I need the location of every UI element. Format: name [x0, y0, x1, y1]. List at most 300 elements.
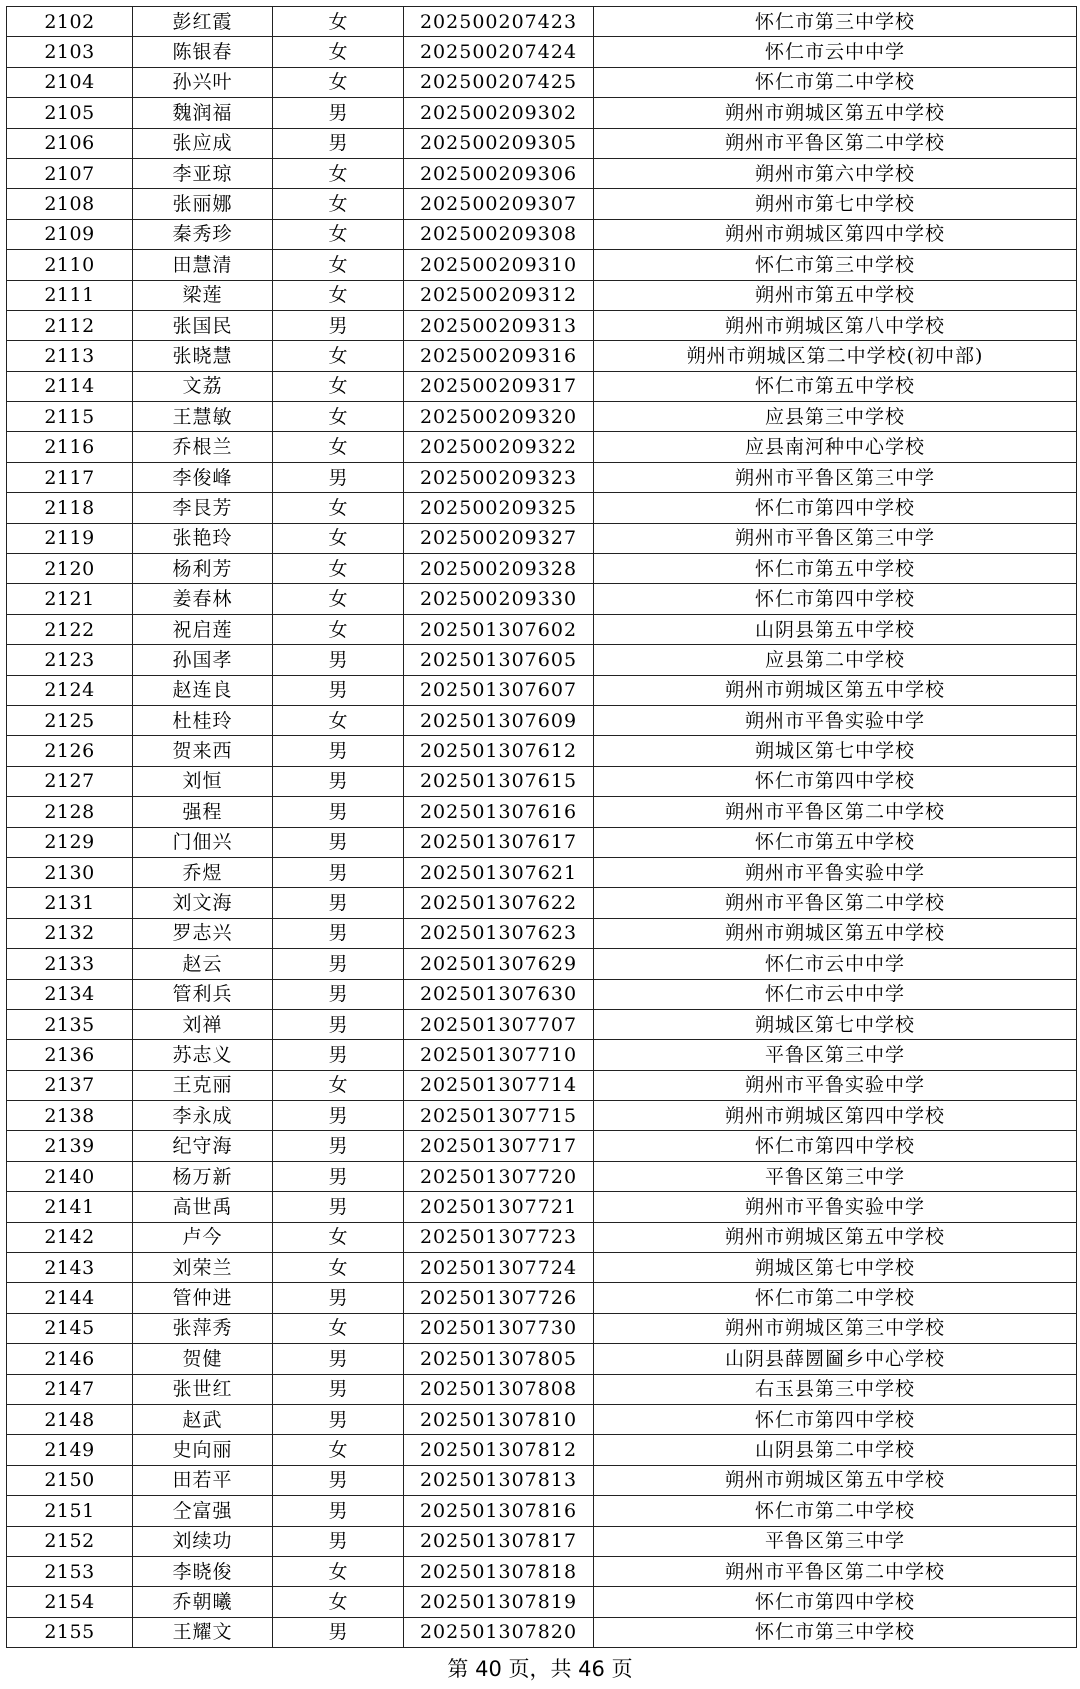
school-name-cell: 山阴县第五中学校: [594, 614, 1077, 644]
row-number-cell: 2148: [7, 1404, 133, 1434]
person-name-cell: 强程: [133, 797, 273, 827]
person-name-cell: 罗志兴: [133, 918, 273, 948]
gender-cell: 男: [273, 827, 404, 857]
person-name-cell: 田慧清: [133, 250, 273, 280]
table-row: [7, 766, 1077, 796]
gender-cell: 男: [273, 949, 404, 979]
gender-cell: 男: [273, 1131, 404, 1161]
exam-id-cell: 202500209305: [404, 128, 594, 158]
row-number-cell: 2119: [7, 523, 133, 553]
school-name-cell: 朔州市平鲁区第二中学校: [594, 1556, 1077, 1586]
page-number-text: 第 40 页，共 46 页: [447, 1657, 633, 1681]
row-number-cell: 2120: [7, 554, 133, 584]
school-name-cell: 朔州市平鲁实验中学: [594, 705, 1077, 735]
table-row: [7, 1374, 1077, 1404]
gender-cell: 女: [273, 371, 404, 401]
school-name-cell: 朔州市平鲁实验中学: [594, 1070, 1077, 1100]
exam-id-cell: 202500209317: [404, 371, 594, 401]
table-row: [7, 1009, 1077, 1039]
row-number-cell: 2125: [7, 705, 133, 735]
gender-cell: 女: [273, 280, 404, 310]
table-row: [7, 462, 1077, 492]
person-name-cell: 高世禹: [133, 1192, 273, 1222]
page-footer: [0, 1653, 1080, 1683]
exam-id-cell: 202501307623: [404, 918, 594, 948]
gender-cell: 男: [273, 918, 404, 948]
exam-id-cell: 202501307721: [404, 1192, 594, 1222]
school-name-cell: 怀仁市云中中学: [594, 979, 1077, 1009]
gender-cell: 男: [273, 1192, 404, 1222]
exam-id-cell: 202500209328: [404, 554, 594, 584]
exam-id-cell: 202501307617: [404, 827, 594, 857]
exam-id-cell: 202501307805: [404, 1344, 594, 1374]
gender-cell: 男: [273, 128, 404, 158]
person-name-cell: 陈银春: [133, 37, 273, 67]
person-name-cell: 李亚琼: [133, 158, 273, 188]
exam-id-cell: 202500209313: [404, 310, 594, 340]
row-number-cell: 2104: [7, 67, 133, 97]
exam-id-cell: 202500209325: [404, 493, 594, 523]
exam-id-cell: 202500209330: [404, 584, 594, 614]
gender-cell: 男: [273, 1404, 404, 1434]
gender-cell: 女: [273, 1253, 404, 1283]
person-name-cell: 王慧敏: [133, 402, 273, 432]
person-name-cell: 仝富强: [133, 1496, 273, 1526]
exam-id-cell: 202500209308: [404, 219, 594, 249]
exam-id-cell: 202501307717: [404, 1131, 594, 1161]
person-name-cell: 刘荣兰: [133, 1253, 273, 1283]
row-number-cell: 2138: [7, 1101, 133, 1131]
table-row: [7, 1253, 1077, 1283]
school-name-cell: 右玉县第三中学校: [594, 1374, 1077, 1404]
person-name-cell: 乔根兰: [133, 432, 273, 462]
school-name-cell: 朔城区第七中学校: [594, 1009, 1077, 1039]
school-name-cell: 怀仁市第四中学校: [594, 493, 1077, 523]
person-name-cell: 张世红: [133, 1374, 273, 1404]
results-table-container: [6, 6, 1077, 1648]
person-name-cell: 刘文海: [133, 888, 273, 918]
person-name-cell: 纪守海: [133, 1131, 273, 1161]
row-number-cell: 2136: [7, 1040, 133, 1070]
row-number-cell: 2139: [7, 1131, 133, 1161]
school-name-cell: 朔州市平鲁实验中学: [594, 857, 1077, 887]
school-name-cell: 怀仁市第四中学校: [594, 766, 1077, 796]
school-name-cell: 应县南河种中心学校: [594, 432, 1077, 462]
table-row: [7, 371, 1077, 401]
table-row: [7, 1222, 1077, 1252]
table-row: [7, 432, 1077, 462]
school-name-cell: 怀仁市第二中学校: [594, 1283, 1077, 1313]
exam-id-cell: 202500207425: [404, 67, 594, 97]
person-name-cell: 乔朝曦: [133, 1587, 273, 1617]
exam-id-cell: 202501307710: [404, 1040, 594, 1070]
exam-id-cell: 202501307818: [404, 1556, 594, 1586]
table-row: [7, 219, 1077, 249]
exam-id-cell: 202501307808: [404, 1374, 594, 1404]
table-row: [7, 1344, 1077, 1374]
table-row: [7, 128, 1077, 158]
person-name-cell: 李艮芳: [133, 493, 273, 523]
row-number-cell: 2150: [7, 1465, 133, 1495]
gender-cell: 男: [273, 645, 404, 675]
person-name-cell: 李晓俊: [133, 1556, 273, 1586]
results-table: [6, 6, 1077, 1648]
exam-id-cell: 202501307724: [404, 1253, 594, 1283]
person-name-cell: 孙兴叶: [133, 67, 273, 97]
school-name-cell: 怀仁市第五中学校: [594, 827, 1077, 857]
school-name-cell: 怀仁市第五中学校: [594, 371, 1077, 401]
person-name-cell: 王克丽: [133, 1070, 273, 1100]
gender-cell: 男: [273, 1009, 404, 1039]
person-name-cell: 秦秀珍: [133, 219, 273, 249]
school-name-cell: 朔州市朔城区第四中学校: [594, 219, 1077, 249]
row-number-cell: 2117: [7, 462, 133, 492]
person-name-cell: 史向丽: [133, 1435, 273, 1465]
person-name-cell: 赵武: [133, 1404, 273, 1434]
row-number-cell: 2126: [7, 736, 133, 766]
school-name-cell: 朔州市朔城区第五中学校: [594, 1465, 1077, 1495]
gender-cell: 男: [273, 797, 404, 827]
school-name-cell: 怀仁市第三中学校: [594, 7, 1077, 37]
row-number-cell: 2154: [7, 1587, 133, 1617]
gender-cell: 男: [273, 736, 404, 766]
school-name-cell: 朔州市朔城区第五中学校: [594, 98, 1077, 128]
table-row: [7, 918, 1077, 948]
gender-cell: 女: [273, 1070, 404, 1100]
row-number-cell: 2149: [7, 1435, 133, 1465]
gender-cell: 女: [273, 614, 404, 644]
table-row: [7, 1496, 1077, 1526]
row-number-cell: 2112: [7, 310, 133, 340]
exam-id-cell: 202500209307: [404, 189, 594, 219]
school-name-cell: 怀仁市第四中学校: [594, 1587, 1077, 1617]
gender-cell: 女: [273, 158, 404, 188]
exam-id-cell: 202500209302: [404, 98, 594, 128]
row-number-cell: 2153: [7, 1556, 133, 1586]
exam-id-cell: 202501307726: [404, 1283, 594, 1313]
row-number-cell: 2121: [7, 584, 133, 614]
school-name-cell: 平鲁区第三中学: [594, 1526, 1077, 1556]
table-row: [7, 1435, 1077, 1465]
exam-id-cell: 202500209327: [404, 523, 594, 553]
school-name-cell: 平鲁区第三中学: [594, 1161, 1077, 1191]
table-row: [7, 827, 1077, 857]
exam-id-cell: 202501307602: [404, 614, 594, 644]
person-name-cell: 张艳玲: [133, 523, 273, 553]
gender-cell: 男: [273, 888, 404, 918]
table-row: [7, 1070, 1077, 1100]
school-name-cell: 怀仁市第二中学校: [594, 67, 1077, 97]
exam-id-cell: 202501307615: [404, 766, 594, 796]
gender-cell: 男: [273, 857, 404, 887]
exam-id-cell: 202501307819: [404, 1587, 594, 1617]
person-name-cell: 魏润福: [133, 98, 273, 128]
person-name-cell: 管利兵: [133, 979, 273, 1009]
table-row: [7, 949, 1077, 979]
school-name-cell: 朔州市朔城区第四中学校: [594, 1101, 1077, 1131]
exam-id-cell: 202501307612: [404, 736, 594, 766]
school-name-cell: 朔州市朔城区第五中学校: [594, 1222, 1077, 1252]
school-name-cell: 朔州市第七中学校: [594, 189, 1077, 219]
person-name-cell: 彭红霞: [133, 7, 273, 37]
table-row: [7, 1192, 1077, 1222]
table-row: [7, 1131, 1077, 1161]
person-name-cell: 管仲进: [133, 1283, 273, 1313]
table-row: [7, 675, 1077, 705]
gender-cell: 男: [273, 1496, 404, 1526]
person-name-cell: 张国民: [133, 310, 273, 340]
table-row: [7, 67, 1077, 97]
person-name-cell: 孙国孝: [133, 645, 273, 675]
table-row: [7, 584, 1077, 614]
exam-id-cell: 202500207423: [404, 7, 594, 37]
exam-id-cell: 202501307707: [404, 1009, 594, 1039]
table-row: [7, 341, 1077, 371]
gender-cell: 男: [273, 1526, 404, 1556]
table-row: [7, 37, 1077, 67]
exam-id-cell: 202500209316: [404, 341, 594, 371]
row-number-cell: 2102: [7, 7, 133, 37]
row-number-cell: 2115: [7, 402, 133, 432]
row-number-cell: 2134: [7, 979, 133, 1009]
row-number-cell: 2143: [7, 1253, 133, 1283]
exam-id-cell: 202501307816: [404, 1496, 594, 1526]
table-row: [7, 1313, 1077, 1343]
school-name-cell: 怀仁市第二中学校: [594, 1496, 1077, 1526]
gender-cell: 男: [273, 462, 404, 492]
row-number-cell: 2142: [7, 1222, 133, 1252]
gender-cell: 女: [273, 1556, 404, 1586]
row-number-cell: 2128: [7, 797, 133, 827]
person-name-cell: 祝启莲: [133, 614, 273, 644]
table-row: [7, 797, 1077, 827]
gender-cell: 女: [273, 554, 404, 584]
person-name-cell: 卢今: [133, 1222, 273, 1252]
table-row: [7, 7, 1077, 37]
exam-id-cell: 202500209323: [404, 462, 594, 492]
school-name-cell: 怀仁市第三中学校: [594, 250, 1077, 280]
school-name-cell: 朔州市平鲁区第二中学校: [594, 797, 1077, 827]
table-row: [7, 280, 1077, 310]
exam-id-cell: 202501307817: [404, 1526, 594, 1556]
exam-id-cell: 202500209312: [404, 280, 594, 310]
school-name-cell: 怀仁市第四中学校: [594, 1404, 1077, 1434]
gender-cell: 男: [273, 766, 404, 796]
gender-cell: 女: [273, 1435, 404, 1465]
person-name-cell: 杨利芳: [133, 554, 273, 584]
gender-cell: 男: [273, 979, 404, 1009]
school-name-cell: 朔州市平鲁区第三中学: [594, 523, 1077, 553]
table-row: [7, 1283, 1077, 1313]
row-number-cell: 2133: [7, 949, 133, 979]
table-row: [7, 98, 1077, 128]
school-name-cell: 山阴县薛圐圙乡中心学校: [594, 1344, 1077, 1374]
row-number-cell: 2131: [7, 888, 133, 918]
gender-cell: 女: [273, 219, 404, 249]
gender-cell: 男: [273, 1101, 404, 1131]
school-name-cell: 应县第二中学校: [594, 645, 1077, 675]
school-name-cell: 山阴县第二中学校: [594, 1435, 1077, 1465]
person-name-cell: 乔煜: [133, 857, 273, 887]
gender-cell: 男: [273, 1465, 404, 1495]
gender-cell: 男: [273, 1161, 404, 1191]
table-row: [7, 979, 1077, 1009]
table-row: [7, 1161, 1077, 1191]
row-number-cell: 2132: [7, 918, 133, 948]
school-name-cell: 朔州市朔城区第三中学校: [594, 1313, 1077, 1343]
gender-cell: 男: [273, 310, 404, 340]
table-row: [7, 736, 1077, 766]
table-row: [7, 1617, 1077, 1647]
school-name-cell: 平鲁区第三中学: [594, 1040, 1077, 1070]
person-name-cell: 姜春林: [133, 584, 273, 614]
person-name-cell: 贺来西: [133, 736, 273, 766]
school-name-cell: 朔州市平鲁区第二中学校: [594, 888, 1077, 918]
person-name-cell: 梁莲: [133, 280, 273, 310]
person-name-cell: 杜桂玲: [133, 705, 273, 735]
row-number-cell: 2105: [7, 98, 133, 128]
table-row: [7, 705, 1077, 735]
row-number-cell: 2116: [7, 432, 133, 462]
person-name-cell: 张萍秀: [133, 1313, 273, 1343]
person-name-cell: 刘恒: [133, 766, 273, 796]
school-name-cell: 怀仁市云中中学: [594, 37, 1077, 67]
gender-cell: 女: [273, 493, 404, 523]
school-name-cell: 朔州市朔城区第二中学校(初中部): [594, 341, 1077, 371]
exam-id-cell: 202501307629: [404, 949, 594, 979]
gender-cell: 女: [273, 402, 404, 432]
school-name-cell: 朔州市平鲁区第三中学: [594, 462, 1077, 492]
person-name-cell: 刘禅: [133, 1009, 273, 1039]
gender-cell: 女: [273, 250, 404, 280]
exam-id-cell: 202501307730: [404, 1313, 594, 1343]
school-name-cell: 应县第三中学校: [594, 402, 1077, 432]
row-number-cell: 2141: [7, 1192, 133, 1222]
exam-id-cell: 202501307813: [404, 1465, 594, 1495]
person-name-cell: 门佃兴: [133, 827, 273, 857]
table-row: [7, 554, 1077, 584]
exam-id-cell: 202501307812: [404, 1435, 594, 1465]
person-name-cell: 贺健: [133, 1344, 273, 1374]
table-row: [7, 523, 1077, 553]
row-number-cell: 2151: [7, 1496, 133, 1526]
school-name-cell: 朔州市平鲁区第二中学校: [594, 128, 1077, 158]
table-row: [7, 1526, 1077, 1556]
exam-id-cell: 202500209306: [404, 158, 594, 188]
person-name-cell: 张应成: [133, 128, 273, 158]
exam-id-cell: 202501307621: [404, 857, 594, 887]
school-name-cell: 朔州市朔城区第五中学校: [594, 675, 1077, 705]
row-number-cell: 2111: [7, 280, 133, 310]
gender-cell: 男: [273, 1374, 404, 1404]
person-name-cell: 田若平: [133, 1465, 273, 1495]
row-number-cell: 2103: [7, 37, 133, 67]
row-number-cell: 2135: [7, 1009, 133, 1039]
row-number-cell: 2144: [7, 1283, 133, 1313]
table-row: [7, 493, 1077, 523]
gender-cell: 女: [273, 67, 404, 97]
table-row: [7, 189, 1077, 219]
row-number-cell: 2114: [7, 371, 133, 401]
row-number-cell: 2124: [7, 675, 133, 705]
row-number-cell: 2110: [7, 250, 133, 280]
person-name-cell: 刘续功: [133, 1526, 273, 1556]
school-name-cell: 朔城区第七中学校: [594, 736, 1077, 766]
school-name-cell: 朔城区第七中学校: [594, 1253, 1077, 1283]
row-number-cell: 2152: [7, 1526, 133, 1556]
person-name-cell: 杨万新: [133, 1161, 273, 1191]
person-name-cell: 李永成: [133, 1101, 273, 1131]
gender-cell: 女: [273, 523, 404, 553]
table-row: [7, 1465, 1077, 1495]
row-number-cell: 2127: [7, 766, 133, 796]
person-name-cell: 文荔: [133, 371, 273, 401]
gender-cell: 女: [273, 7, 404, 37]
gender-cell: 女: [273, 432, 404, 462]
gender-cell: 女: [273, 341, 404, 371]
row-number-cell: 2113: [7, 341, 133, 371]
gender-cell: 男: [273, 98, 404, 128]
row-number-cell: 2122: [7, 614, 133, 644]
table-row: [7, 1587, 1077, 1617]
row-number-cell: 2146: [7, 1344, 133, 1374]
table-row: [7, 1404, 1077, 1434]
row-number-cell: 2137: [7, 1070, 133, 1100]
table-row: [7, 857, 1077, 887]
row-number-cell: 2108: [7, 189, 133, 219]
person-name-cell: 王耀文: [133, 1617, 273, 1647]
row-number-cell: 2130: [7, 857, 133, 887]
school-name-cell: 朔州市第六中学校: [594, 158, 1077, 188]
row-number-cell: 2129: [7, 827, 133, 857]
person-name-cell: 赵云: [133, 949, 273, 979]
table-row: [7, 1101, 1077, 1131]
gender-cell: 女: [273, 1222, 404, 1252]
person-name-cell: 张晓慧: [133, 341, 273, 371]
exam-id-cell: 202500209310: [404, 250, 594, 280]
exam-id-cell: 202501307630: [404, 979, 594, 1009]
gender-cell: 女: [273, 1313, 404, 1343]
row-number-cell: 2123: [7, 645, 133, 675]
exam-id-cell: 202500207424: [404, 37, 594, 67]
exam-id-cell: 202501307609: [404, 705, 594, 735]
exam-id-cell: 202501307810: [404, 1404, 594, 1434]
table-row: [7, 1040, 1077, 1070]
gender-cell: 男: [273, 1283, 404, 1313]
gender-cell: 男: [273, 1344, 404, 1374]
exam-id-cell: 202501307616: [404, 797, 594, 827]
school-name-cell: 朔州市平鲁实验中学: [594, 1192, 1077, 1222]
gender-cell: 女: [273, 189, 404, 219]
school-name-cell: 怀仁市第四中学校: [594, 584, 1077, 614]
exam-id-cell: 202501307723: [404, 1222, 594, 1252]
person-name-cell: 张丽娜: [133, 189, 273, 219]
school-name-cell: 朔州市第五中学校: [594, 280, 1077, 310]
person-name-cell: 李俊峰: [133, 462, 273, 492]
school-name-cell: 朔州市朔城区第八中学校: [594, 310, 1077, 340]
exam-id-cell: 202501307720: [404, 1161, 594, 1191]
row-number-cell: 2109: [7, 219, 133, 249]
gender-cell: 女: [273, 584, 404, 614]
exam-id-cell: 202501307605: [404, 645, 594, 675]
school-name-cell: 怀仁市第五中学校: [594, 554, 1077, 584]
table-row: [7, 1556, 1077, 1586]
exam-id-cell: 202501307622: [404, 888, 594, 918]
gender-cell: 女: [273, 37, 404, 67]
school-name-cell: 朔州市朔城区第五中学校: [594, 918, 1077, 948]
exam-id-cell: 202500209320: [404, 402, 594, 432]
table-row: [7, 250, 1077, 280]
